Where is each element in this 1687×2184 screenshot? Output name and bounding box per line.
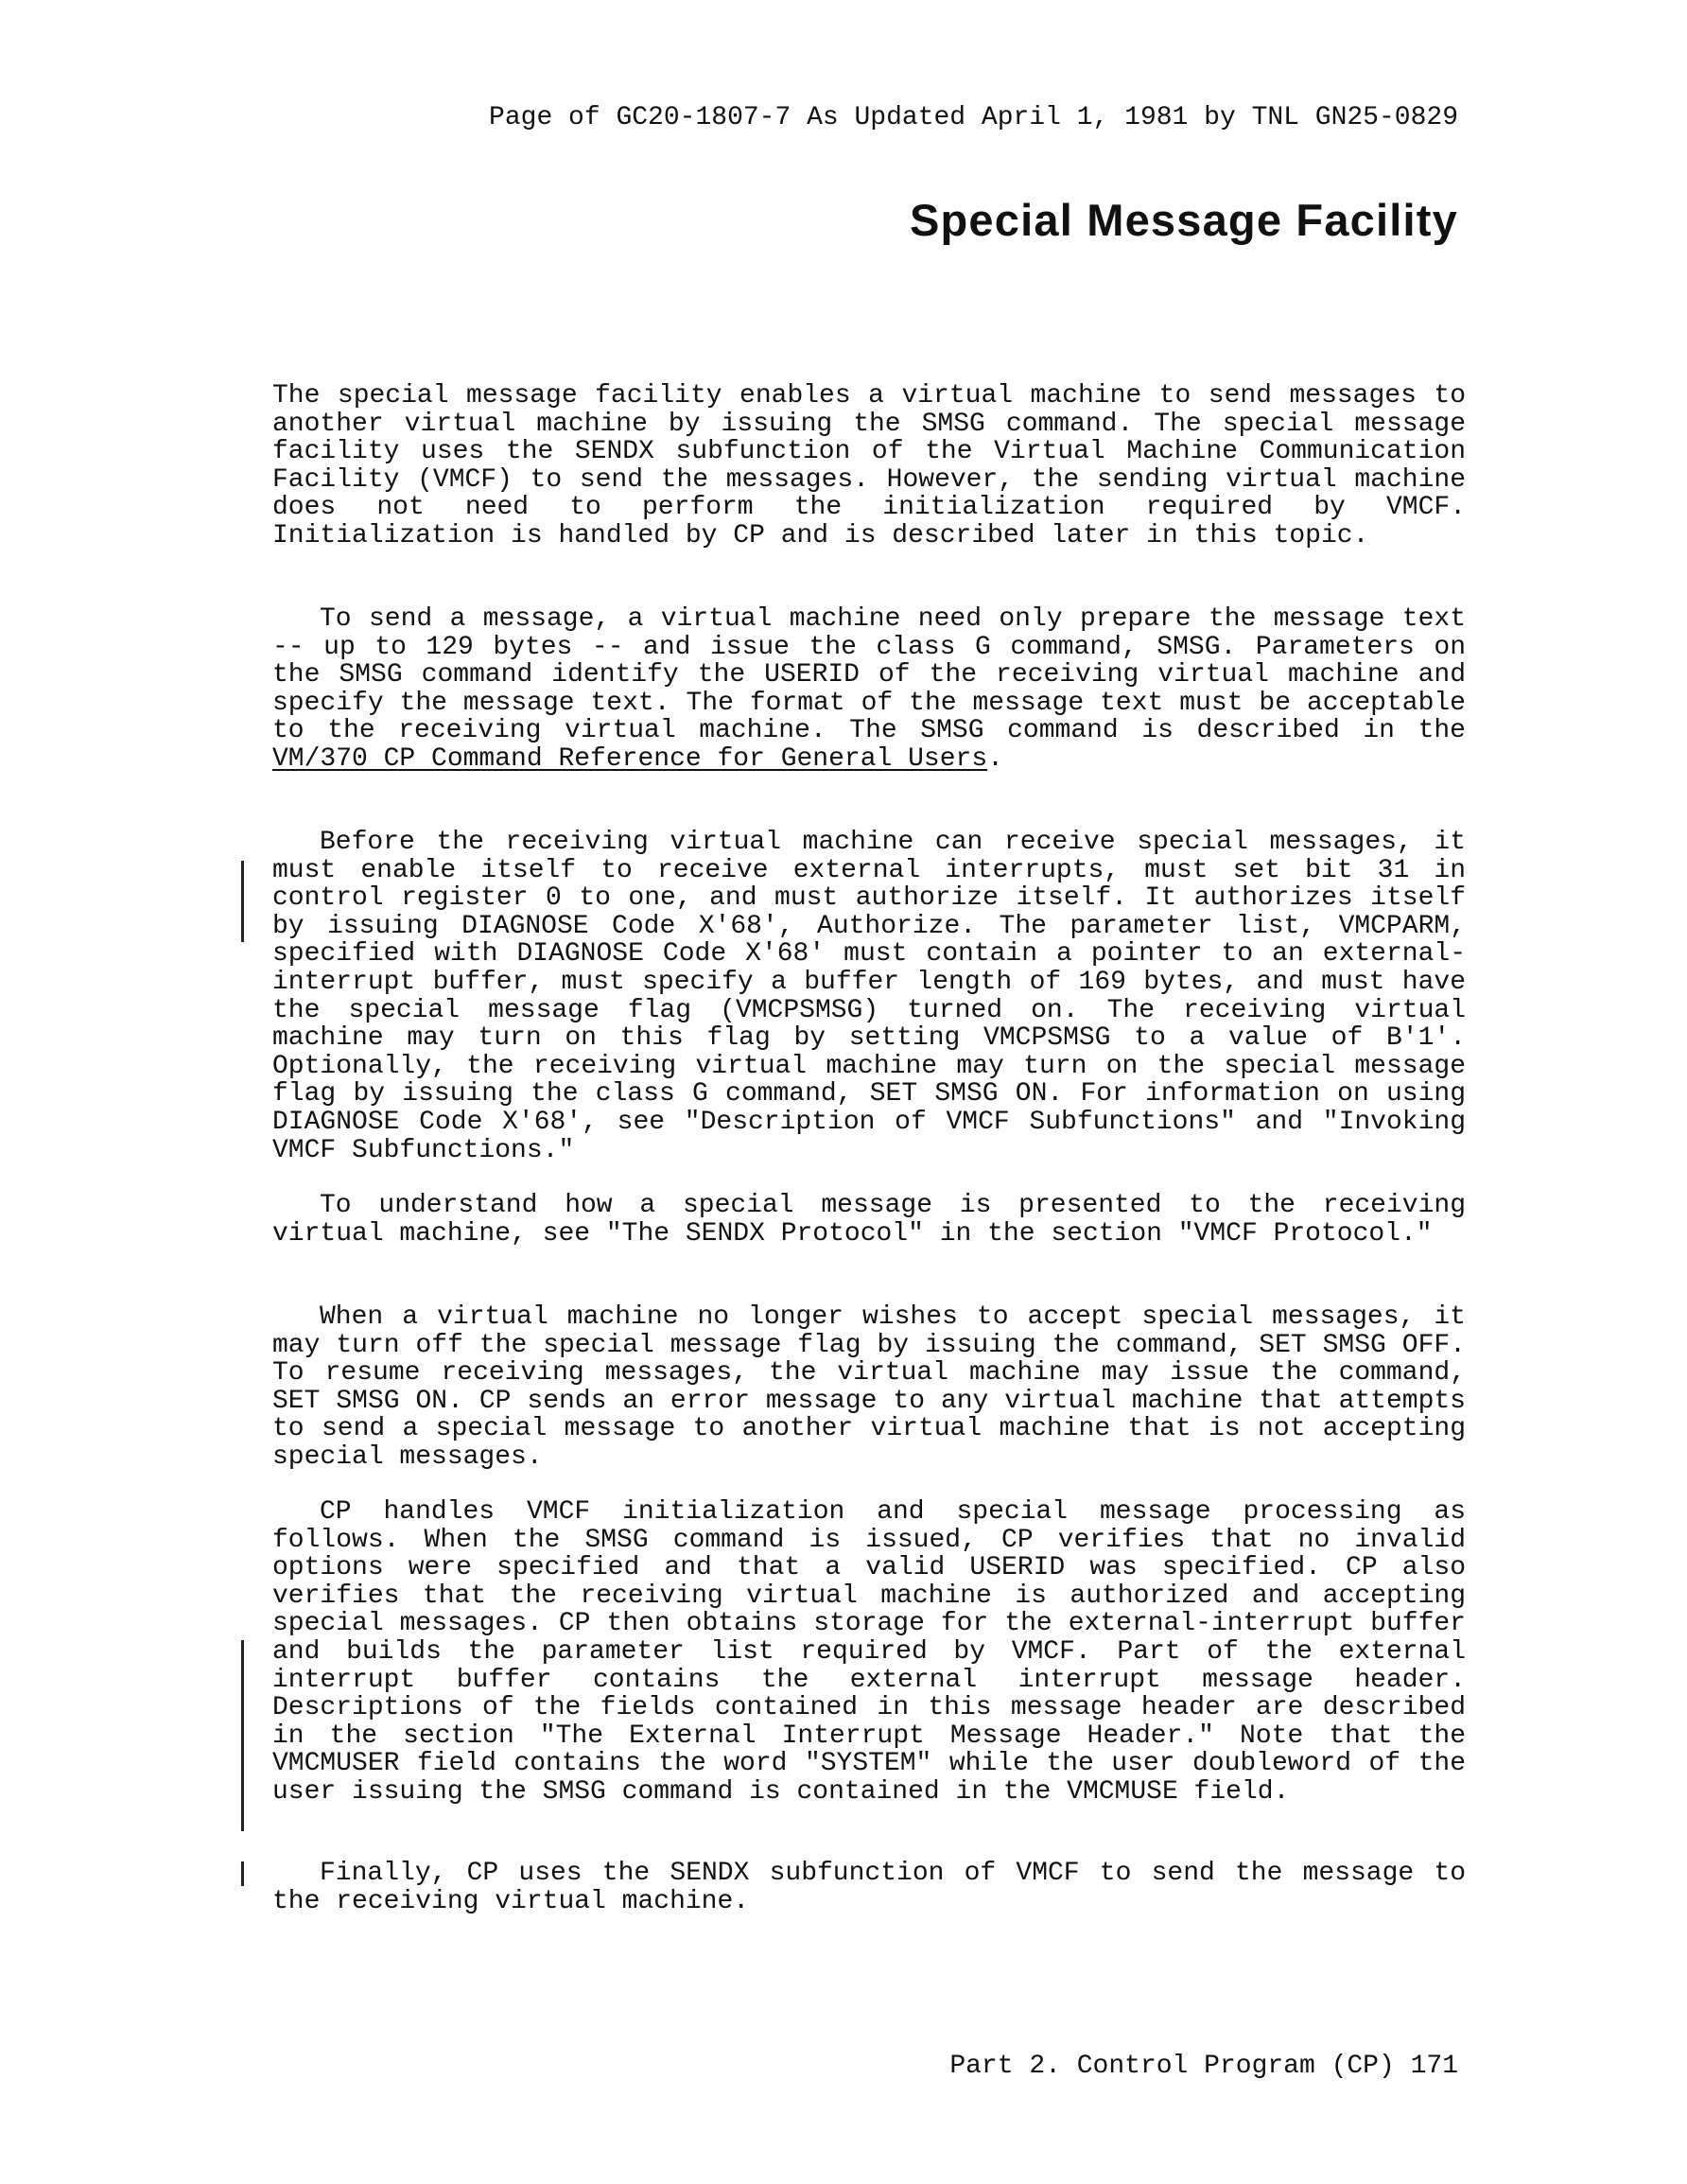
paragraph-presentation: To understand how a special message is presented to the receiving virtual machine, see "The SENDX Protocol" in the section "VMCF Protocol." [272, 1191, 1482, 1249]
paragraph-finally: Finally, CP uses the SENDX subfunction of VMCF to send the message to the receiving virtual machine. [272, 1859, 1482, 1916]
paragraph-sending [272, 604, 1482, 774]
paragraph-turn-off: When a virtual machine no longer wishes to accept special messages, it may turn off the special message flag by issuing the command, SET SMSG OFF. To resume receiving messages, the virtual machine may issue the command, SET SMSG ON. CP sends an error message to any virtual machine that attempts to send a special message to another virtual machine that is not accepting special messages. [272, 1302, 1482, 1472]
running-head: Page of GC20-1807-7 As Updated April 1, 1981 by TNL GN25-0829 [489, 103, 1458, 132]
page-footer: Part 2. Control Program (CP) 171 [949, 2052, 1458, 2081]
paragraph-intro: The special message facility enables a virtual machine to send messages to another virtual machine by issuing the SMSG command. The special message facility uses the SENDX subfunction of the Virtual Machine Communication Facility (VMCF) to send the messages. However, the sending virtual machine does not need to perform the initialization required by VMCF. Initialization is handled by CP and is described later in this topic. [272, 381, 1482, 550]
paragraph-sending-text: To send a message, a virtual machine need only prepare the message text -- up to 129 bytes -- and issue the class G command, SMSG. Parameters on the SMSG command identify the USERID of the receiving virtual machine and specify the message text. The format of the message text must be acceptable to the receiving virtual machine. The SMSG command is described in the [272, 604, 1482, 746]
revision-bar [241, 861, 244, 942]
paragraph-authorize: Before the receiving virtual machine can receive special messages, it must enable itself to receive external interrupts, must set bit 31 in control register 0 to one, and must authorize itself. It authorizes itself by issuing DIAGNOSE Code X'68', Authorize. The parameter list, VMCPARM, specified with DIAGNOSE Code X'68' must contain a pointer to an external-interrupt buffer, must specify a buffer length of 169 bytes, and must have the special message flag (VMCPSMSG) turned on. The receiving virtual machine may turn on this flag by setting VMCPSMSG to a value of B'1'. Optionally, the receiving virtual machine may turn on the special message flag by issuing the class G command, SET SMSG ON. For information on using DIAGNOSE Code X'68', see "Description of VMCF Subfunctions" and "Invoking VMCF Subfunctions." [272, 828, 1482, 1165]
reference-title: VM/370 CP Command Reference for General Users [272, 743, 988, 774]
revision-bar [241, 1861, 244, 1886]
page-title: Special Message Facility [909, 195, 1458, 245]
revision-bar [241, 1640, 244, 1831]
paragraph-sending-end: . [987, 743, 1003, 774]
paragraph-cp-handling: CP handles VMCF initialization and special message processing as follows. When the SMSG command is issued, CP verifies that no invalid options were specified and that a valid USERID was specified. CP also verifies that the receiving virtual machine is authorized and accepting special messages. CP then obtains storage for the external-interrupt buffer and builds the parameter list required by VMCF. Part of the external interrupt buffer contains the external interrupt message header. Descriptions of the fields contained in this message header are described in the section "The External Interrupt Message Header." Note that the VMCMUSER field contains the word "SYSTEM" while the user doubleword of the user issuing the SMSG command is contained in the VMCMUSE field. [272, 1497, 1482, 1807]
